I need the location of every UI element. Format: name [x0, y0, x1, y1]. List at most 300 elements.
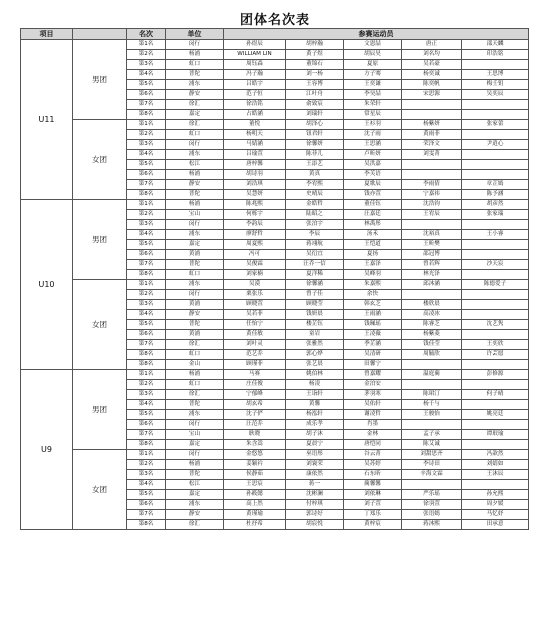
rank-cell: 第4名: [127, 70, 166, 80]
rank-cell: 第3名: [127, 300, 166, 310]
athlete-cell: 黄子煜: [286, 50, 344, 60]
athlete-cell: [462, 110, 529, 120]
athlete-cell: 汪乔一信: [286, 260, 344, 270]
athlete-cell: 夏扬: [344, 250, 402, 260]
rank-cell: 第4名: [127, 310, 166, 320]
athlete-cell: 黄梓宸: [344, 520, 402, 530]
athlete-cell: [402, 290, 462, 300]
athlete-cell: 杨紫妍: [402, 120, 462, 130]
unit-cell: 徐汇: [166, 340, 224, 350]
athlete-cell: [462, 240, 529, 250]
athlete-cell: 钱佳莹: [402, 340, 462, 350]
athlete-cell: 刘甜思齐: [402, 450, 462, 460]
athlete-cell: [462, 420, 529, 430]
rank-cell: 第2名: [127, 130, 166, 140]
rank-cell: 第4名: [127, 480, 166, 490]
athlete-cell: 钱珮瑶: [344, 320, 402, 330]
athlete-cell: 顾晓莹: [286, 300, 344, 310]
rank-cell: 第3名: [127, 390, 166, 400]
athlete-cell: 成乐孝: [286, 420, 344, 430]
athlete-cell: 田馨宁: [344, 360, 402, 370]
athlete-cell: 冯可: [224, 250, 286, 260]
athlete-cell: 沈艺隽: [462, 320, 529, 330]
athlete-cell: 张语嫣: [402, 510, 462, 520]
athlete-cell: 李芙语: [344, 170, 402, 180]
athlete-cell: 黄佳敏: [224, 330, 286, 340]
rank-cell: 第8名: [127, 440, 166, 450]
rank-cell: 第8名: [127, 350, 166, 360]
athlete-cell: [462, 150, 529, 160]
unit-cell: 闵行: [166, 290, 224, 300]
unit-cell: 静安: [166, 180, 224, 190]
athlete-cell: 胡宸悦: [286, 520, 344, 530]
unit-cell: 静安: [166, 310, 224, 320]
athlete-cell: 章芷嫣: [462, 180, 529, 190]
athlete-cell: 王凌薇: [344, 330, 402, 340]
athlete-cell: [462, 130, 529, 140]
athlete-cell: [462, 60, 529, 70]
athlete-cell: 宁嘉祎: [402, 190, 462, 200]
athlete-cell: 郭心烨: [286, 350, 344, 360]
athlete-cell: 刘寰荣: [286, 460, 344, 470]
athlete-cell: 何子晴: [462, 390, 529, 400]
athlete-cell: 沈子雨: [344, 130, 402, 140]
athlete-cell: 胡诗羽: [224, 170, 286, 180]
athlete-cell: 沈浩钧: [402, 200, 462, 210]
athlete-cell: 吴若菲: [224, 310, 286, 320]
unit-cell: 徐汇: [166, 520, 224, 530]
athlete-cell: 曾子佳: [286, 290, 344, 300]
athlete-cell: 栗张乐: [224, 290, 286, 300]
athlete-cell: 唐正: [402, 40, 462, 50]
athlete-cell: [402, 100, 462, 110]
athlete-cell: [402, 170, 462, 180]
athlete-cell: 姚伯林: [286, 370, 344, 380]
athlete-cell: 巫语彤: [286, 450, 344, 460]
athlete-cell: 石东昕: [344, 470, 402, 480]
age-category-cell: U11: [21, 40, 73, 200]
unit-cell: 嘉定: [166, 240, 224, 250]
rank-cell: 第5名: [127, 410, 166, 420]
athlete-cell: 马忆妤: [462, 510, 529, 520]
athlete-cell: 刘一杨: [286, 70, 344, 80]
rank-cell: 第2名: [127, 290, 166, 300]
rank-cell: 第8名: [127, 360, 166, 370]
unit-cell: 虹口: [166, 380, 224, 390]
header-event: 项目: [21, 29, 73, 40]
athlete-cell: [402, 360, 462, 370]
unit-cell: 闵行: [166, 140, 224, 150]
unit-cell: 闵行: [166, 450, 224, 460]
unit-cell: 嘉定: [166, 490, 224, 500]
athlete-cell: 常星辰: [344, 110, 402, 120]
athlete-cell: 高凌冰: [402, 310, 462, 320]
athlete-cell: 季芷涵: [344, 340, 402, 350]
athlete-cell: [462, 170, 529, 180]
athlete-cell: 杨奕诚: [402, 70, 462, 80]
athlete-cell: 王添艺: [286, 160, 344, 170]
athlete-cell: 范艺乔: [224, 350, 286, 360]
athlete-cell: 陈菲儿: [286, 150, 344, 160]
athlete-cell: [462, 330, 529, 340]
rank-cell: 第2名: [127, 460, 166, 470]
unit-cell: 虹口: [166, 350, 224, 360]
athlete-cell: 王恺道: [344, 240, 402, 250]
unit-cell: 杨浦: [166, 370, 224, 380]
athlete-cell: 马婧涵: [224, 140, 286, 150]
athlete-cell: 吴若豪: [402, 60, 462, 70]
athlete-cell: 顾瑾菲: [224, 360, 286, 370]
athlete-cell: [402, 220, 462, 230]
athlete-cell: 杨凌: [286, 380, 344, 390]
unit-cell: 普陀: [166, 400, 224, 410]
athlete-cell: 张泊宇: [286, 220, 344, 230]
athlete-cell: 金泊安: [344, 380, 402, 390]
rank-cell: 第4名: [127, 400, 166, 410]
athlete-cell: 李诗田: [402, 460, 462, 470]
athlete-cell: 冯歆然: [462, 450, 529, 460]
athlete-cell: 杜抒希: [224, 520, 286, 530]
athlete-cell: [402, 110, 462, 120]
unit-cell: 浦东: [166, 80, 224, 90]
rank-cell: 第6名: [127, 250, 166, 260]
athlete-cell: 高上然: [224, 500, 286, 510]
athlete-cell: [462, 310, 529, 320]
athlete-cell: 孟子承: [402, 430, 462, 440]
rank-cell: 第1名: [127, 200, 166, 210]
header-unit: 单位: [166, 29, 224, 40]
athlete-cell: 朱嘉熙: [344, 280, 402, 290]
rank-cell: 第5名: [127, 160, 166, 170]
athlete-cell: 肖墨: [344, 420, 402, 430]
athlete-cell: 陆昭之: [286, 210, 344, 220]
athlete-cell: 冯子瀚: [224, 70, 286, 80]
athlete-cell: 庄佳俊: [224, 380, 286, 390]
athlete-cell: 蒋翊航: [286, 240, 344, 250]
athlete-cell: 彭修源: [462, 370, 529, 380]
rank-cell: 第1名: [127, 40, 166, 50]
athlete-cell: 宋思源: [402, 90, 462, 100]
athlete-cell: 董佳钰: [344, 200, 402, 210]
rank-cell: 第5名: [127, 490, 166, 500]
athlete-cell: 徐羽萱: [402, 500, 462, 510]
athlete-cell: 楼芷钰: [286, 320, 344, 330]
athlete-cell: 顾晓萱: [224, 300, 286, 310]
rank-cell: 第8名: [127, 270, 166, 280]
rank-cell: 第5名: [127, 240, 166, 250]
athlete-cell: 童岩: [286, 330, 344, 340]
athlete-cell: 王雨涵: [344, 310, 402, 320]
unit-cell: 金山: [166, 360, 224, 370]
athlete-cell: 陈予涵: [462, 190, 529, 200]
athlete-cell: 占皓涵: [224, 110, 286, 120]
athlete-cell: 沙天宸: [462, 260, 529, 270]
athlete-cell: 郭诗好: [286, 510, 344, 520]
team-type-cell: 男团: [73, 40, 127, 120]
athlete-cell: 刘瑞轩: [286, 110, 344, 120]
athlete-cell: [462, 360, 529, 370]
athlete-cell: 王思宸: [224, 480, 286, 490]
athlete-cell: [462, 220, 529, 230]
athlete-cell: 吴衍宜: [286, 250, 344, 260]
athlete-cell: 王容博: [286, 80, 344, 90]
rank-cell: 第5名: [127, 320, 166, 330]
athlete-cell: 蒋一: [286, 480, 344, 490]
athlete-cell: 孙煜辰: [224, 40, 286, 50]
athlete-cell: 范子恒: [224, 90, 286, 100]
athlete-cell: 朱含嵩: [224, 440, 286, 450]
athlete-cell: [462, 300, 529, 310]
rank-cell: 第6名: [127, 90, 166, 100]
athlete-cell: 沈裕真: [402, 230, 462, 240]
athlete-cell: 李昊喆: [344, 90, 402, 100]
team-type-cell: 女团: [73, 120, 127, 200]
rank-cell: 第3名: [127, 220, 166, 230]
athlete-cell: 俞致宸: [286, 100, 344, 110]
rank-cell: 第3名: [127, 470, 166, 480]
athlete-cell: 王奕欣: [462, 340, 529, 350]
athlete-cell: 孙筱懿: [224, 490, 286, 500]
unit-cell: 宝山: [166, 430, 224, 440]
athlete-cell: 胡辰昊: [344, 50, 402, 60]
unit-cell: 黄浦: [166, 250, 224, 260]
athlete-cell: 姜颖衿: [224, 460, 286, 470]
athlete-cell: 陈德爱子: [462, 280, 529, 290]
rank-cell: 第1名: [127, 450, 166, 460]
athlete-cell: 刘家楠: [224, 270, 286, 280]
header-row: [21, 29, 529, 40]
unit-cell: 杨浦: [166, 170, 224, 180]
athlete-cell: 徐馨涵: [286, 280, 344, 290]
unit-cell: 杨浦: [166, 200, 224, 210]
athlete-cell: 夏晨宁: [286, 440, 344, 450]
header-rank: 名次: [127, 29, 166, 40]
rank-cell: 第2名: [127, 50, 166, 60]
athlete-cell: 董锦石: [286, 60, 344, 70]
athlete-cell: 杨泓轩: [286, 410, 344, 420]
athlete-cell: 陈兆熙: [224, 200, 286, 210]
athlete-cell: 刘浩琪: [224, 180, 286, 190]
athlete-cell: 黄真: [286, 170, 344, 180]
rank-cell: 第3名: [127, 140, 166, 150]
page-title: 团体名次表: [239, 13, 310, 28]
athlete-cell: 蒋沐熙: [402, 520, 462, 530]
athlete-cell: 张雅然: [286, 340, 344, 350]
unit-cell: 宝山: [166, 210, 224, 220]
rank-cell: 第1名: [127, 280, 166, 290]
athlete-cell: 邵天麟: [462, 40, 529, 50]
table-row: [21, 370, 529, 380]
unit-cell: 杨浦: [166, 50, 224, 60]
athlete-cell: 夏歌辰: [344, 180, 402, 190]
athlete-cell: 黄馨: [286, 400, 344, 410]
rank-cell: 第2名: [127, 380, 166, 390]
rank-cell: 第8名: [127, 110, 166, 120]
athlete-cell: 吴俊霖: [224, 260, 286, 270]
athlete-cell: 邵冠博: [402, 250, 462, 260]
unit-cell: 黄浦: [166, 300, 224, 310]
athlete-cell: 陈睿芝: [402, 320, 462, 330]
team-type-cell: 男团: [73, 200, 127, 280]
athlete-cell: 姚亮廷: [462, 410, 529, 420]
team-type-cell: 男团: [73, 370, 127, 450]
unit-cell: 松江: [166, 160, 224, 170]
age-category-cell: U10: [21, 200, 73, 370]
athlete-cell: 林禹彤: [344, 220, 402, 230]
unit-cell: 黄浦: [166, 330, 224, 340]
athlete-cell: 荣泽文: [402, 140, 462, 150]
age-category-cell: U9: [21, 370, 73, 530]
unit-cell: 普陀: [166, 190, 224, 200]
athlete-cell: 尹逍心: [462, 140, 529, 150]
unit-cell: 闵行: [166, 40, 224, 50]
unit-cell: 普陀: [166, 260, 224, 270]
athlete-cell: 朱荣轩: [344, 100, 402, 110]
athlete-cell: 李雨倩: [402, 180, 462, 190]
athlete-cell: 谭珉瑜: [462, 430, 529, 440]
unit-cell: 松江: [166, 480, 224, 490]
athlete-cell: 徐馨妍: [286, 140, 344, 150]
athlete-cell: [462, 290, 529, 300]
team-type-cell: 女团: [73, 450, 127, 530]
rank-cell: 第5名: [127, 80, 166, 90]
rank-cell: 第8名: [127, 520, 166, 530]
athlete-cell: 周毓欣: [402, 350, 462, 360]
unit-cell: 嘉定: [166, 440, 224, 450]
athlete-cell: 陈奕帆: [402, 80, 462, 90]
unit-cell: 浦东: [166, 280, 224, 290]
athlete-cell: 王骏怡: [402, 410, 462, 420]
rank-cell: 第3名: [127, 60, 166, 70]
athlete-cell: 温庭蔺: [402, 370, 462, 380]
athlete-cell: [402, 160, 462, 170]
athlete-cell: 马赛: [224, 370, 286, 380]
athlete-cell: 王宥辰: [402, 210, 462, 220]
rank-cell: 第7名: [127, 180, 166, 190]
athlete-cell: 辛海文霖: [402, 470, 462, 480]
athlete-cell: 唐恺同: [344, 440, 402, 450]
rank-cell: 第4名: [127, 150, 166, 160]
athlete-cell: 周钰森: [224, 60, 286, 70]
athlete-cell: 胡玄希: [224, 400, 286, 410]
unit-cell: 嘉定: [166, 110, 224, 120]
unit-cell: 浦东: [166, 410, 224, 420]
athlete-cell: 杨千与: [402, 400, 462, 410]
athlete-cell: [462, 400, 529, 410]
unit-cell: 浦东: [166, 150, 224, 160]
athlete-cell: 钱妍晨: [286, 310, 344, 320]
athlete-cell: 吴苏婷: [344, 460, 402, 470]
athlete-cell: 楼欣晨: [402, 300, 462, 310]
unit-cell: 静安: [166, 510, 224, 520]
athlete-cell: 史晴辰: [286, 190, 344, 200]
athlete-cell: 周夕媛: [462, 500, 529, 510]
athlete-cell: 李韵辰: [224, 220, 286, 230]
athlete-cell: 王思涵: [344, 140, 402, 150]
rank-cell: 第7名: [127, 340, 166, 350]
unit-cell: 虹口: [166, 270, 224, 280]
athlete-cell: 王诣轩: [286, 390, 344, 400]
athlete-cell: 金皓哲: [286, 200, 344, 210]
rank-cell: 第1名: [127, 370, 166, 380]
athlete-cell: 杨紫菱: [402, 330, 462, 340]
athlete-cell: 夏原: [344, 60, 402, 70]
athlete-cell: 吴清研: [344, 350, 402, 360]
athlete-cell: 孙允熙: [462, 490, 529, 500]
rank-cell: 第6名: [127, 170, 166, 180]
unit-cell: 徐汇: [166, 120, 224, 130]
athlete-cell: 刘依琳: [344, 490, 402, 500]
athlete-cell: 吴洪嘉: [344, 160, 402, 170]
athlete-cell: 金悠悠: [224, 450, 286, 460]
athlete-cell: 汪范乔: [224, 420, 286, 430]
athlete-cell: 余快: [344, 290, 402, 300]
unit-cell: 浦东: [166, 500, 224, 510]
athlete-cell: 王嘉泽: [344, 260, 402, 270]
athlete-cell: [402, 380, 462, 390]
athlete-cell: 田承意: [462, 520, 529, 530]
athlete-cell: 钱亦萱: [344, 190, 402, 200]
athlete-cell: 吴漠: [224, 280, 286, 290]
athlete-cell: 王昕樊: [402, 240, 462, 250]
unit-cell: 静安: [166, 90, 224, 100]
athlete-cell: 江叶舟: [286, 90, 344, 100]
athlete-cell: 汪嘉廷: [344, 210, 402, 220]
athlete-cell: 林光泽: [402, 270, 462, 280]
athlete-cell: 唐梓馨: [224, 160, 286, 170]
athlete-cell: 谢凌哲: [344, 410, 402, 420]
athlete-cell: 文恩喆: [344, 40, 402, 50]
athlete-cell: 刘子萱: [344, 500, 402, 510]
rank-cell: 第7名: [127, 100, 166, 110]
athlete-cell: 金林: [344, 430, 402, 440]
athlete-cell: 刘叶灵: [224, 340, 286, 350]
rank-cell: 第6名: [127, 330, 166, 340]
unit-cell: 徐汇: [166, 100, 224, 110]
athlete-cell: 胡梓瀚: [286, 40, 344, 50]
unit-cell: 徐汇: [166, 390, 224, 400]
athlete-cell: 严乐瑶: [402, 490, 462, 500]
athlete-cell: [462, 480, 529, 490]
athlete-cell: 邱沐涵: [402, 280, 462, 290]
unit-cell: 闵行: [166, 420, 224, 430]
athlete-cell: 何栎宇: [224, 210, 286, 220]
athlete-cell: 韩玄芝: [344, 300, 402, 310]
athlete-cell: 王小睿: [462, 230, 529, 240]
athlete-cell: 吴佑轩: [344, 400, 402, 410]
athlete-cell: 张艺晨: [286, 360, 344, 370]
athlete-cell: 周夏熙: [224, 240, 286, 250]
athlete-cell: 王沐辰: [462, 470, 529, 480]
athlete-cell: 侯静茹: [224, 470, 286, 480]
athlete-cell: 胡泽心: [286, 120, 344, 130]
athlete-cell: 印浩铭: [462, 50, 529, 60]
athlete-cell: 刘名均: [402, 50, 462, 60]
athlete-cell: 茅羽寒: [344, 390, 402, 400]
header-group-spacer: [73, 29, 127, 40]
athlete-cell: 胡彦然: [462, 200, 529, 210]
table-row: [21, 120, 529, 130]
athlete-cell: 任怡宁: [224, 320, 286, 330]
athlete-cell: 夏洋稀: [286, 270, 344, 280]
athlete-cell: WILLIAM LIN: [224, 50, 286, 60]
athlete-cell: 王思博: [462, 70, 529, 80]
unit-cell: 杨浦: [166, 460, 224, 470]
athlete-cell: [462, 440, 529, 450]
athlete-cell: [462, 250, 529, 260]
athlete-cell: 方子骞: [344, 70, 402, 80]
athlete-cell: 陈艾诚: [402, 440, 462, 450]
